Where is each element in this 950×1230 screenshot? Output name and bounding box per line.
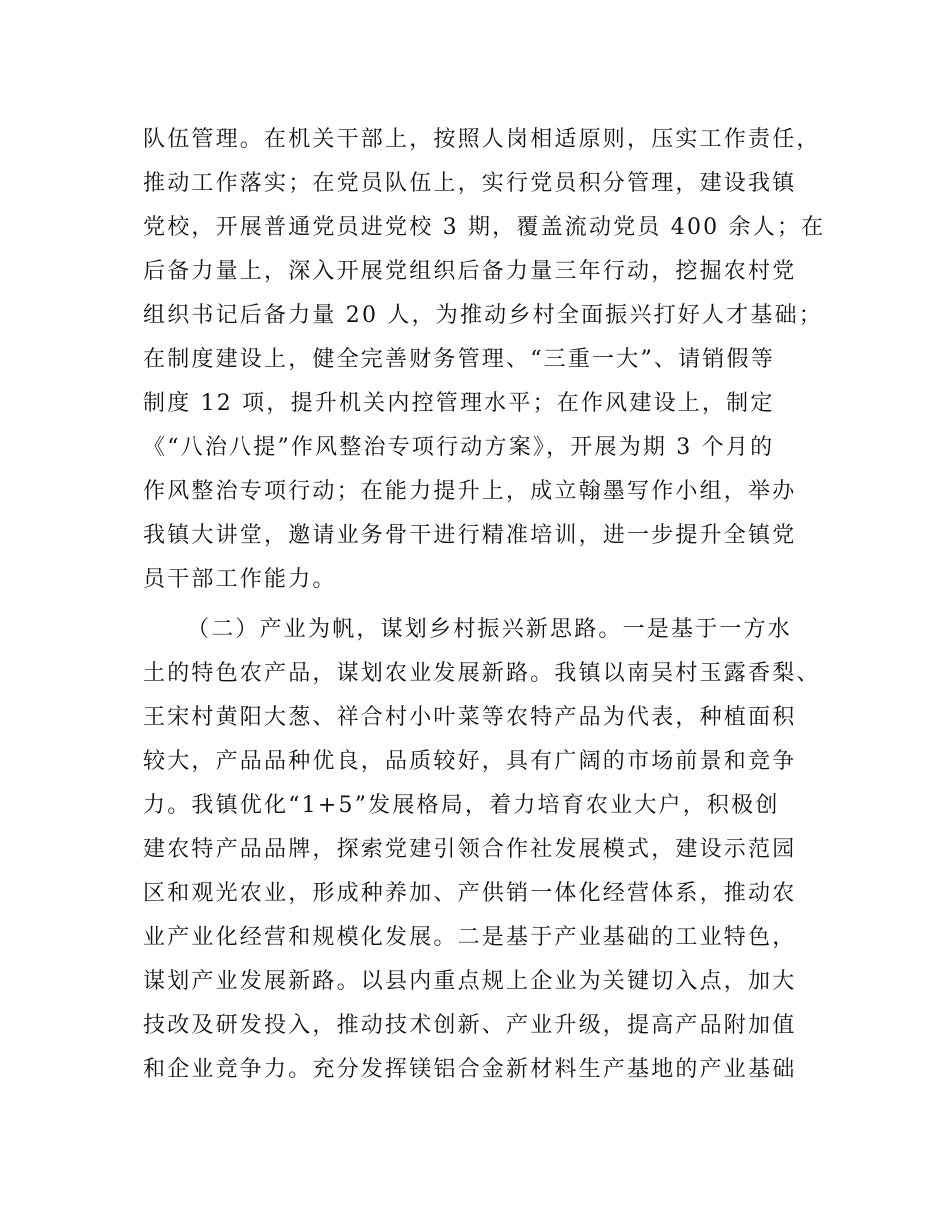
section-heading-line: （二）产业为帆，谋划乡村振兴新思路。一是基于一方水	[187, 617, 793, 642]
text-line: 较大，产品品种优良，品质较好，具有广阔的市场前景和竞争	[143, 749, 797, 774]
text-line: 区和观光农业，形成种养加、产供销一体化经营体系，推动农	[143, 881, 797, 906]
text-line: 队伍管理。在机关干部上，按照人岗相适原则，压实工作责任，	[143, 127, 821, 152]
text-line: 《“八治八提”作风整治专项行动方案》，开展为期 3 个月的	[143, 435, 775, 460]
text-line: 员干部工作能力。	[143, 567, 337, 592]
text-line: 后备力量上，深入开展党组织后备力量三年行动，挖掘农村党	[143, 259, 797, 284]
text-line: 我镇大讲堂，邀请业务骨干进行精准培训，进一步提升全镇党	[143, 523, 797, 548]
text-line: 业产业化经营和规模化发展。二是基于产业基础的工业特色，	[143, 925, 797, 950]
text-line: 作风整治专项行动；在能力提升上，成立翰墨写作小组，举办	[143, 479, 797, 504]
text-line: 建农特产品品牌，探索党建引领合作社发展模式，建设示范园	[143, 837, 797, 862]
text-line: 谋划产业发展新路。以县内重点规上企业为关键切入点，加大	[143, 969, 797, 994]
text-line: 王宋村黄阳大葱、祥合村小叶菜等农特产品为代表，种植面积	[143, 705, 797, 730]
text-line: 党校，开展普通党员进党校 3 期，覆盖流动党员 400 余人；在	[143, 215, 826, 240]
text-line: 和企业竞争力。充分发挥镁铝合金新材料生产基地的产业基础	[143, 1057, 797, 1082]
text-line: 在制度建设上，健全完善财务管理、“三重一大”、请销假等	[143, 347, 775, 372]
text-line: 推动工作落实；在党员队伍上，实行党员积分管理，建设我镇	[143, 171, 797, 196]
text-line: 技改及研发投入，推动技术创新、产业升级，提高产品附加值	[143, 1013, 797, 1038]
text-line: 土的特色农产品，谋划农业发展新路。我镇以南吴村玉露香梨、	[143, 661, 821, 686]
text-line: 制度 12 项，提升机关内控管理水平；在作风建设上，制定	[143, 391, 775, 416]
text-line: 组织书记后备力量 20 人，为推动乡村全面振兴打好人才基础；	[143, 303, 823, 328]
text-line: 力。我镇优化“1+5”发展格局，着力培育农业大户，积极创	[143, 793, 780, 818]
